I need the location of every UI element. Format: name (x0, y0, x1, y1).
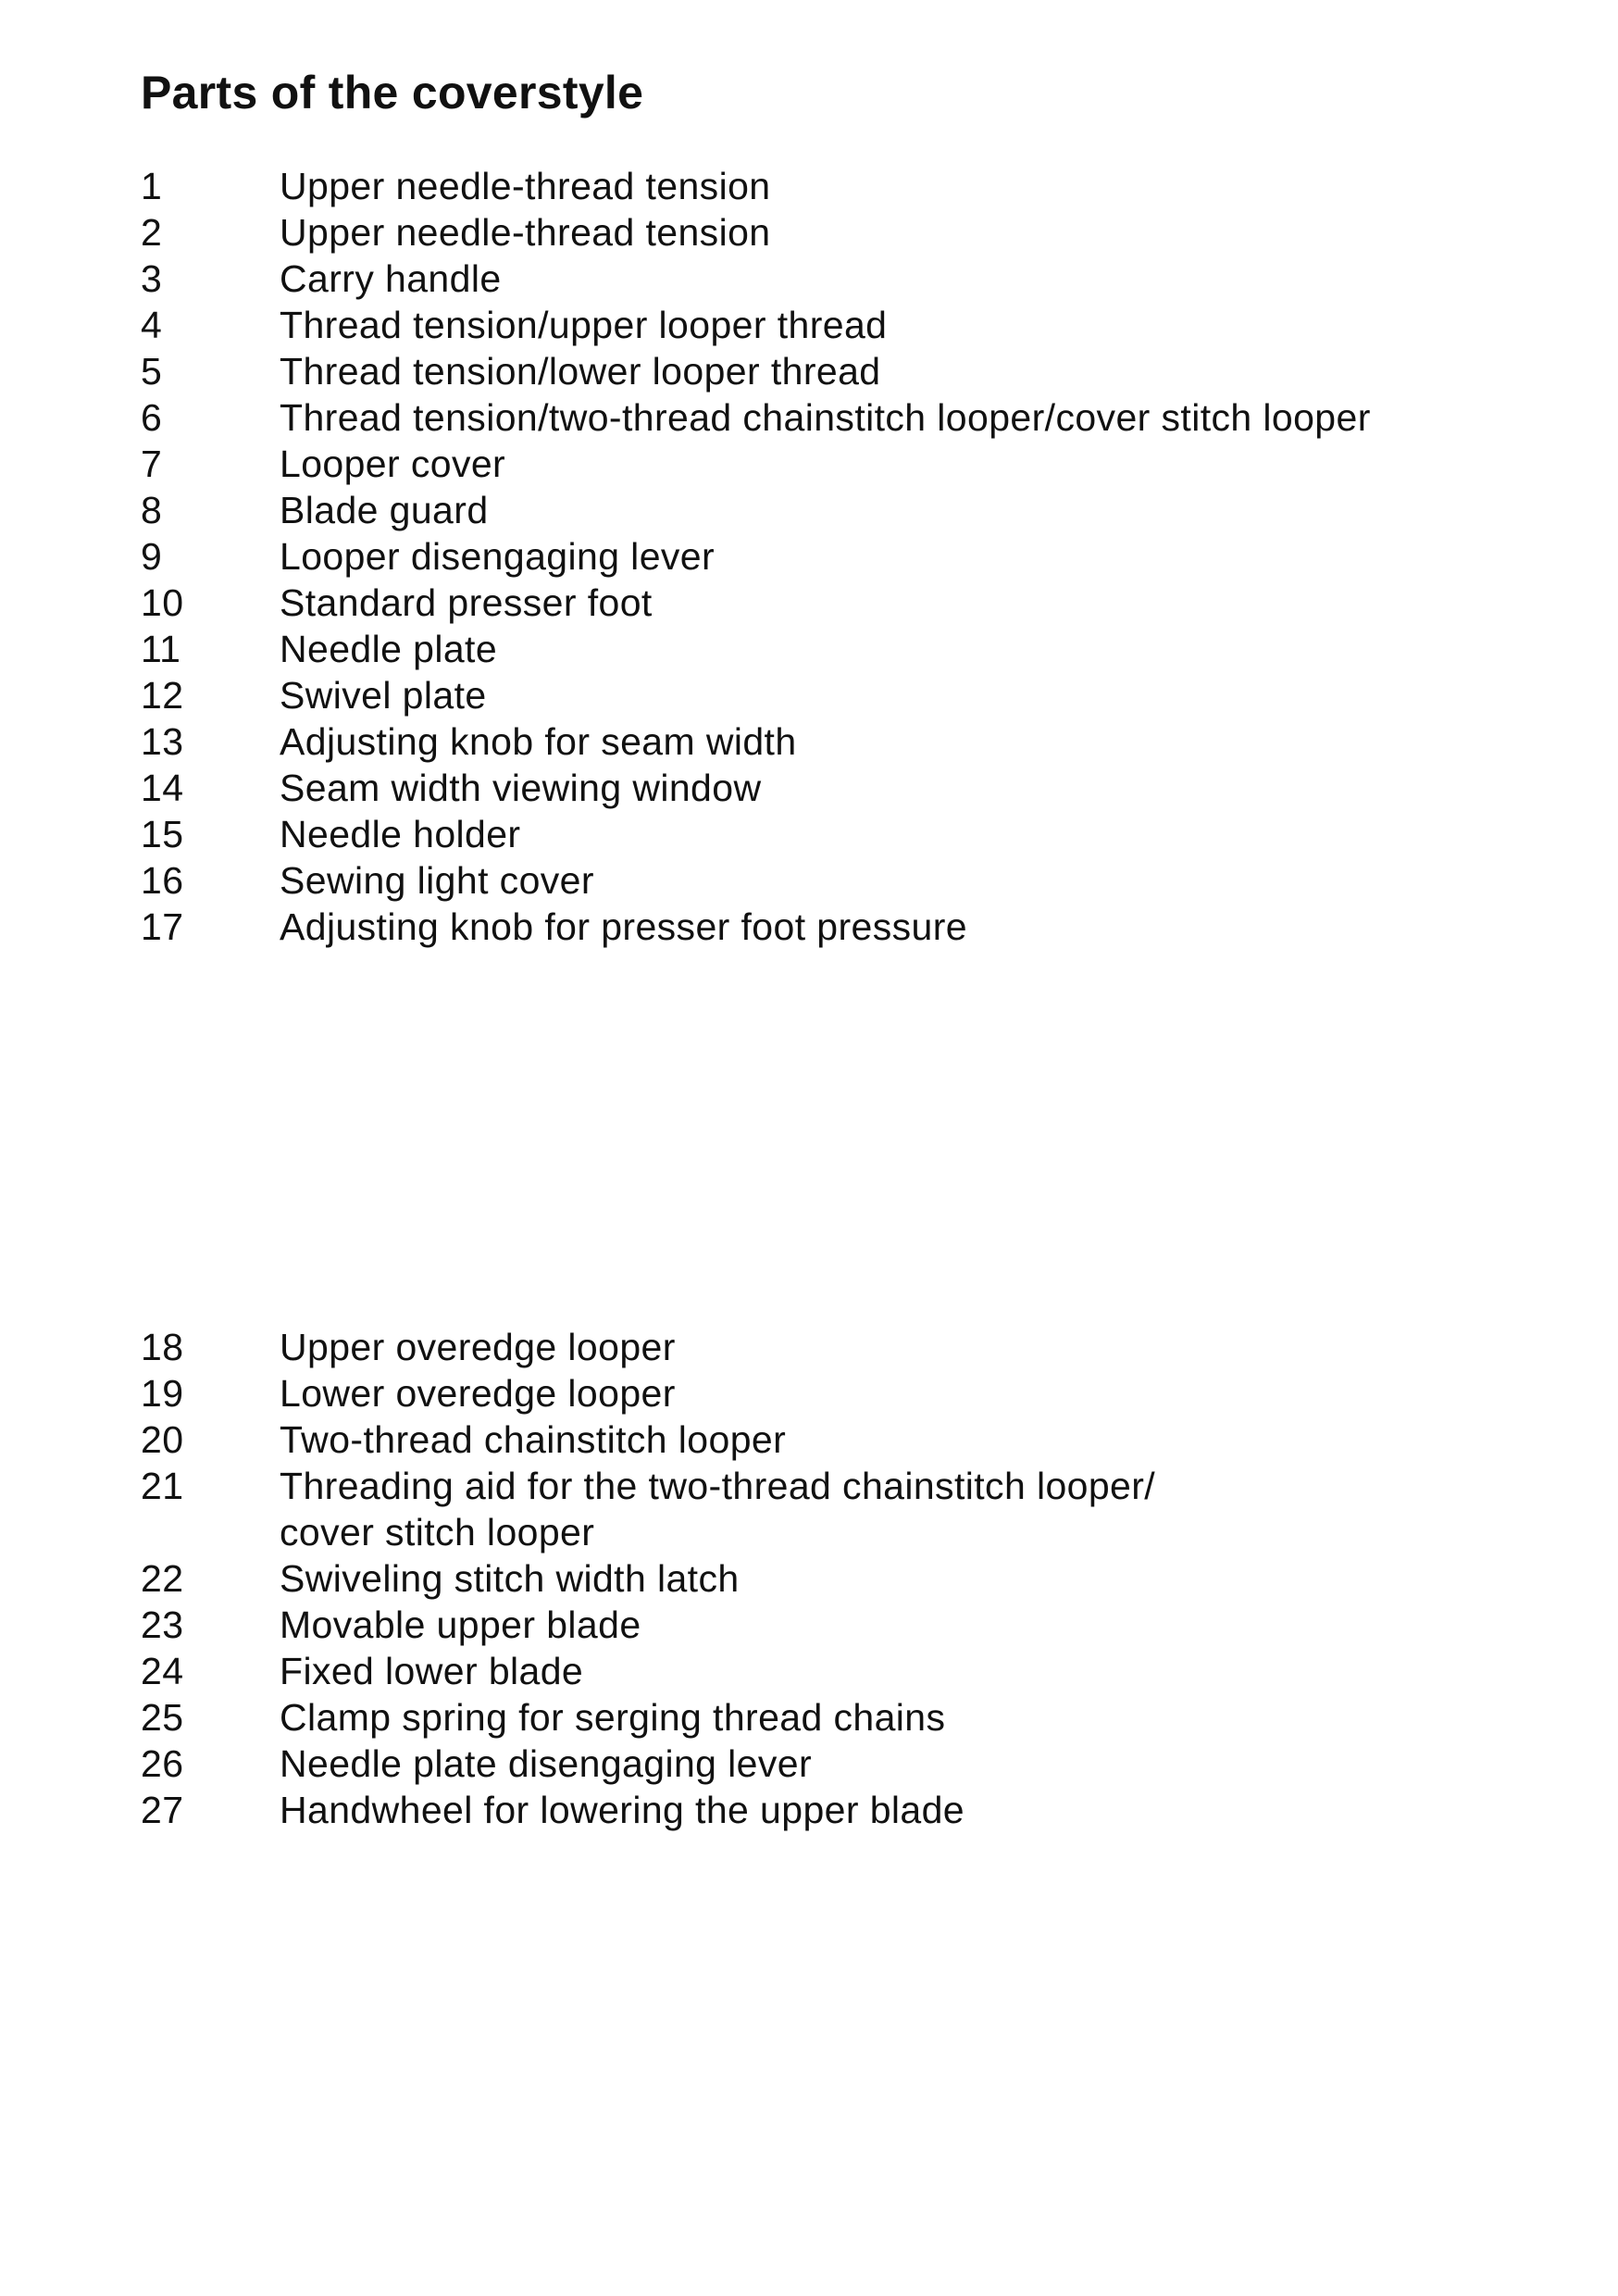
part-label: Swiveling stitch width latch (280, 1557, 740, 1600)
list-item (141, 811, 1371, 857)
part-number: 1 (141, 165, 163, 207)
list-item (141, 302, 1371, 348)
part-label: Upper overedge looper (280, 1326, 676, 1368)
list-item (141, 1463, 1155, 1555)
list-item (141, 1741, 1155, 1787)
list-item (141, 1648, 1155, 1694)
list-item (141, 209, 1371, 256)
part-number: 5 (141, 350, 163, 393)
list-item (141, 441, 1371, 487)
parts-list-bottom (141, 1324, 1155, 1833)
list-item (141, 487, 1371, 533)
list-item (141, 1370, 1155, 1416)
part-label: Movable upper blade (280, 1603, 641, 1646)
part-label: Needle plate (280, 628, 498, 670)
list-item (141, 672, 1371, 718)
part-number: 14 (141, 767, 184, 809)
part-number: 2 (141, 211, 163, 254)
part-label: Handwheel for lowering the upper blade (280, 1789, 965, 1831)
part-number: 21 (141, 1465, 184, 1507)
list-item (141, 533, 1371, 580)
parts-list-top (141, 163, 1371, 950)
part-number: 10 (141, 581, 184, 624)
part-label: Fixed lower blade (280, 1650, 584, 1692)
list-item (141, 1694, 1155, 1741)
part-number: 4 (141, 304, 163, 346)
list-item (141, 904, 1371, 950)
part-label: Lower overedge looper (280, 1372, 676, 1415)
part-label: Adjusting knob for presser foot pressure (280, 905, 967, 948)
list-item (141, 348, 1371, 394)
list-item (141, 394, 1371, 441)
part-number: 7 (141, 443, 163, 485)
part-number: 22 (141, 1557, 184, 1600)
part-label: Looper cover (280, 443, 506, 485)
part-label: Blade guard (280, 489, 489, 531)
part-label: Upper needle-thread tension (280, 165, 771, 207)
part-label: Standard presser foot (280, 581, 653, 624)
part-number: 12 (141, 674, 184, 717)
list-item (141, 626, 1371, 672)
part-number: 15 (141, 813, 184, 855)
part-number: 16 (141, 859, 184, 902)
page-title: Parts of the coverstyle (141, 67, 644, 119)
list-item (141, 765, 1371, 811)
part-label: Adjusting knob for seam width (280, 720, 797, 763)
part-number: 24 (141, 1650, 184, 1692)
list-item (141, 580, 1371, 626)
part-number: 26 (141, 1742, 184, 1785)
part-label: Threading aid for the two-thread chainstitch looper/ cover stitch looper (280, 1465, 1156, 1554)
part-label: Looper disengaging lever (280, 535, 716, 578)
part-label: Upper needle-thread tension (280, 211, 771, 254)
part-number: 3 (141, 257, 163, 300)
part-number: 13 (141, 720, 184, 763)
part-label: Carry handle (280, 257, 502, 300)
part-label: Needle holder (280, 813, 521, 855)
list-item (141, 1787, 1155, 1833)
part-number: 9 (141, 535, 163, 578)
part-label: Thread tension/two-thread chainstitch looper/cover stitch looper (280, 396, 1371, 439)
part-label: Sewing light cover (280, 859, 594, 902)
part-label: Needle plate disengaging lever (280, 1742, 813, 1785)
part-number: 11 (141, 628, 181, 670)
part-number: 17 (141, 905, 184, 948)
part-number: 19 (141, 1372, 184, 1415)
list-item (141, 256, 1371, 302)
list-item (141, 163, 1371, 209)
part-number: 6 (141, 396, 163, 439)
part-number: 23 (141, 1603, 184, 1646)
part-label: Two-thread chainstitch looper (280, 1418, 787, 1461)
list-item (141, 1555, 1155, 1602)
part-label: Clamp spring for serging thread chains (280, 1696, 946, 1739)
part-label: Swivel plate (280, 674, 487, 717)
list-item (141, 718, 1371, 765)
part-label: Thread tension/upper looper thread (280, 304, 888, 346)
part-label: Thread tension/lower looper thread (280, 350, 881, 393)
part-number: 18 (141, 1326, 184, 1368)
part-number: 27 (141, 1789, 184, 1831)
part-number: 8 (141, 489, 163, 531)
part-number: 20 (141, 1418, 184, 1461)
part-label: Seam width viewing window (280, 767, 762, 809)
list-item (141, 1602, 1155, 1648)
list-item (141, 1324, 1155, 1370)
list-item (141, 1416, 1155, 1463)
part-number: 25 (141, 1696, 184, 1739)
list-item (141, 857, 1371, 904)
